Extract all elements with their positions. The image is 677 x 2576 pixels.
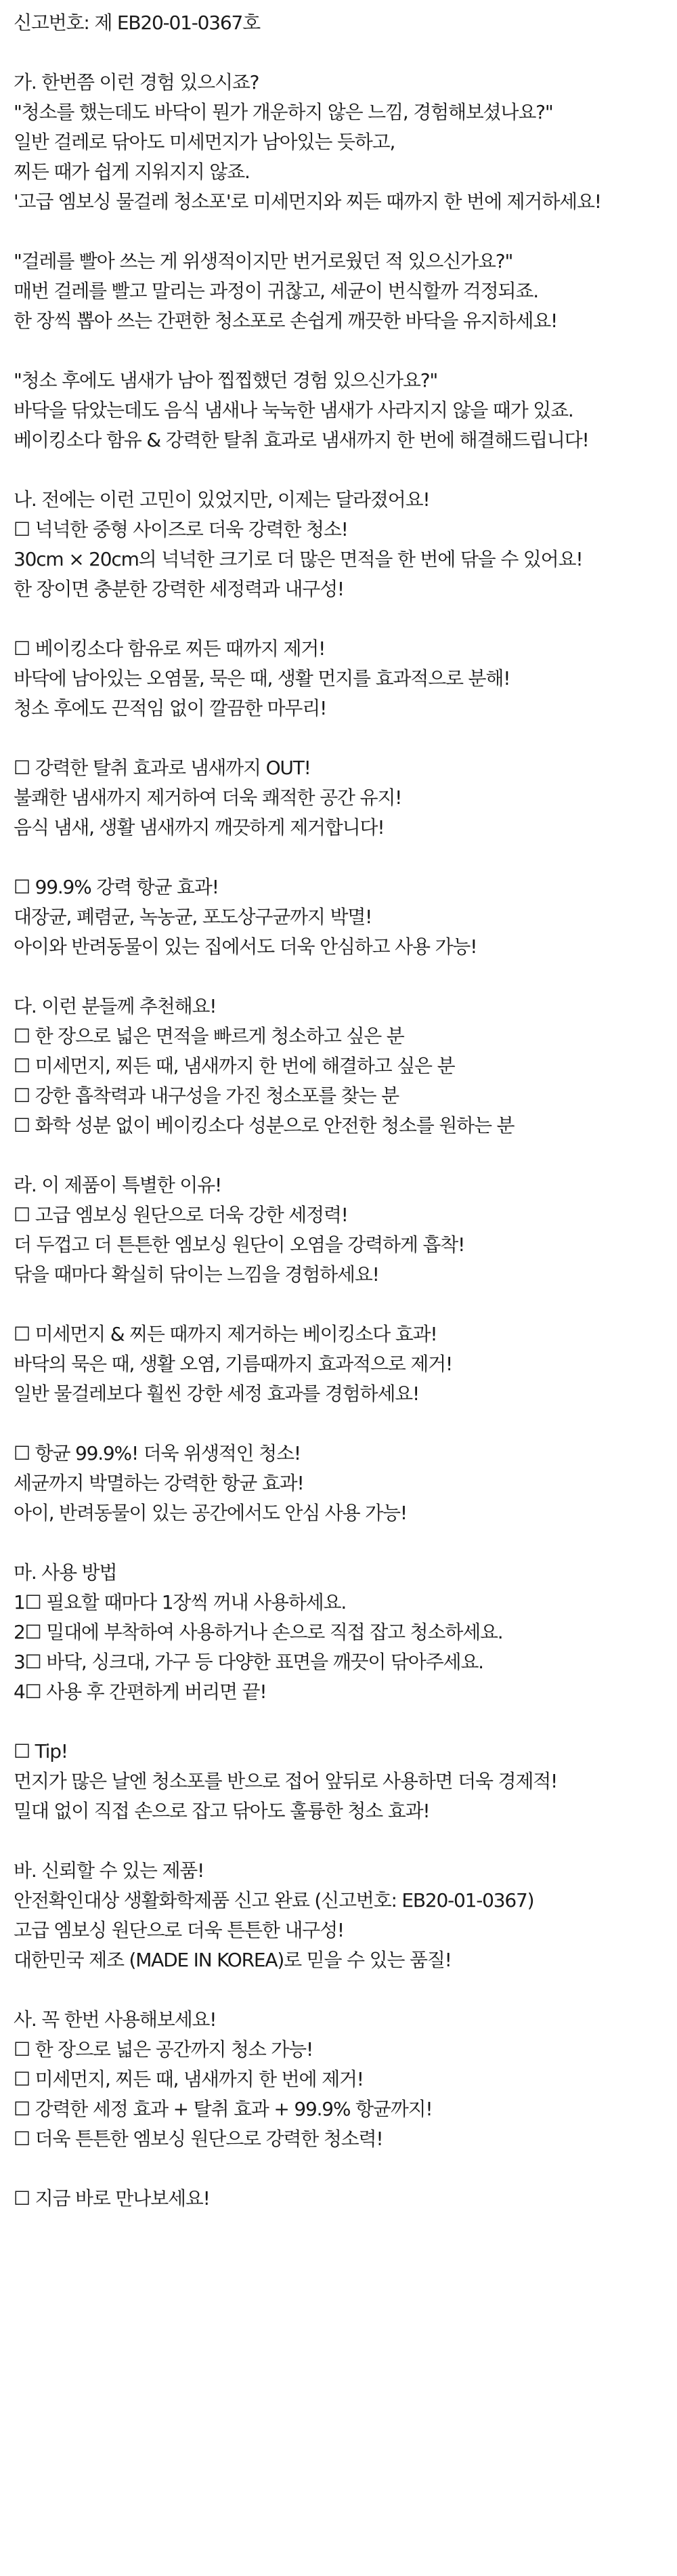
blank-line — [14, 1975, 677, 2005]
text-line: 바닥에 남아있는 오염물, 묵은 때, 생활 먼지를 효과적으로 분해! — [14, 667, 510, 690]
text-line: 대장균, 폐렴균, 녹농균, 포도상구균까지 박멸! — [14, 906, 372, 928]
text-line: 한 장이면 충분한 강력한 세정력과 내구성! — [14, 578, 344, 600]
text-line: "청소를 했는데도 바닥이 뭔가 개운하지 않은 느낌, 경험해보셨나요?" — [14, 101, 553, 123]
text-line: ☐ 미세먼지 & 찌든 때까지 제거하는 베이킹소다 효과! — [14, 1323, 437, 1345]
text-line: ☐ 강한 흡착력과 내구성을 가진 청소포를 찾는 분 — [14, 1084, 399, 1107]
text-line: ☐ 항균 99.9%! 더욱 위생적인 청소! — [14, 1442, 301, 1464]
text-line: ☐ 넉넉한 중형 사이즈로 더욱 강력한 청소! — [14, 518, 348, 541]
text-line: 2☐ 밀대에 부착하여 사용하거나 손으로 직접 잡고 청소하세요. — [14, 1621, 503, 1643]
text-line: ☐ 99.9% 강력 항균 효과! — [14, 876, 219, 898]
blank-line — [14, 217, 677, 247]
text-line: 3☐ 바닥, 싱크대, 가구 등 다양한 표면을 깨끗이 닦아주세요. — [14, 1651, 483, 1673]
text-line: 1☐ 필요할 때마다 1장씩 꺼내 사용하세요. — [14, 1591, 347, 1613]
text-line: 청소 후에도 끈적임 없이 깔끔한 마무리! — [14, 697, 327, 719]
text-line: 닦을 때마다 확실히 닦이는 느낌을 경험하세요! — [14, 1263, 379, 1286]
text-line: 찌든 때가 쉽게 지워지지 않죠. — [14, 161, 250, 183]
text-line: 먼지가 많은 날엔 청소포를 반으로 접어 앞뒤로 사용하면 더욱 경제적! — [14, 1770, 558, 1792]
text-line: 마. 사용 방법 — [14, 1561, 117, 1584]
text-line: 안전확인대상 생활화학제품 신고 완료 (신고번호: EB20-01-0367) — [14, 1889, 534, 1912]
text-line: 나. 전에는 이런 고민이 있었지만, 이제는 달라졌어요! — [14, 488, 430, 511]
blank-line — [14, 1528, 677, 1558]
text-line: ☐ 지금 바로 만나보세요! — [14, 2187, 210, 2210]
text-line: 밀대 없이 직접 손으로 잡고 닦아도 훌륭한 청소 효과! — [14, 1800, 430, 1822]
text-line: ☐ 베이킹소다 함유로 찌든 때까지 제거! — [14, 637, 326, 660]
text-line: "청소 후에도 냄새가 남아 찝찝했던 경험 있으신가요?" — [14, 369, 438, 392]
blank-line — [14, 336, 677, 366]
text-line: ☐ 미세먼지, 찌든 때, 냄새까지 한 번에 제거! — [14, 2068, 364, 2090]
text-line: 가. 한번쯤 이런 경험 있으시죠? — [14, 71, 259, 93]
text-line: 더 두껍고 더 튼튼한 엠보싱 원단이 오염을 강력하게 흡착! — [14, 1233, 465, 1256]
text-line: '고급 엠보싱 물걸레 청소포'로 미세먼지와 찌든 때까지 한 번에 제거하세요! — [14, 190, 601, 213]
text-line: ☐ Tip! — [14, 1740, 68, 1762]
text-line: 아이와 반려동물이 있는 집에서도 더욱 안심하고 사용 가능! — [14, 935, 477, 958]
text-line: ☐ 더욱 튼튼한 엠보싱 원단으로 강력한 청소력! — [14, 2128, 383, 2150]
text-line: 일반 물걸레보다 훨씬 강한 세정 효과를 경험하세요! — [14, 1382, 420, 1405]
blank-line — [14, 38, 677, 68]
text-line: 아이, 반려동물이 있는 공간에서도 안심 사용 가능! — [14, 1502, 407, 1524]
text-line: 불쾌한 냄새까지 제거하여 더욱 쾌적한 공간 유지! — [14, 786, 402, 809]
text-line: 사. 꼭 한번 사용해보세요! — [14, 2008, 217, 2031]
text-line: 세균까지 박멸하는 강력한 항균 효과! — [14, 1472, 304, 1494]
blank-line — [14, 455, 677, 485]
text-line: ☐ 화학 성분 없이 베이킹소다 성분으로 안전한 청소를 원하는 분 — [14, 1114, 515, 1137]
blank-line — [14, 2154, 677, 2184]
text-line: 대한민국 제조 (MADE IN KOREA)로 믿을 수 있는 품질! — [14, 1949, 452, 1971]
text-line: "걸레를 빨아 쓰는 게 위생적이지만 번거로웠던 적 있으신가요?" — [14, 250, 513, 272]
text-line: 4☐ 사용 후 간편하게 버리면 끝! — [14, 1681, 267, 1703]
text-line: 음식 냄새, 생활 냄새까지 깨끗하게 제거합니다! — [14, 816, 385, 839]
text-line: 한 장씩 뽑아 쓰는 간편한 청소포로 손쉽게 깨끗한 바닥을 유지하세요! — [14, 310, 558, 332]
text-line: 바닥의 묵은 때, 생활 오염, 기름때까지 효과적으로 제거! — [14, 1353, 452, 1375]
text-line: ☐ 강력한 세정 효과 + 탈취 효과 + 99.9% 항균까지! — [14, 2098, 433, 2120]
text-line: ☐ 미세먼지, 찌든 때, 냄새까지 한 번에 해결하고 싶은 분 — [14, 1055, 455, 1077]
text-line: 다. 이런 분들께 추천해요! — [14, 995, 217, 1017]
blank-line — [14, 604, 677, 634]
text-line: ☐ 한 장으로 넓은 면적을 빠르게 청소하고 싶은 분 — [14, 1025, 404, 1047]
text-line: 바닥을 닦았는데도 음식 냄새나 눅눅한 냄새가 사라지지 않을 때가 있죠. — [14, 399, 573, 421]
blank-line — [14, 843, 677, 872]
text-line: 고급 엠보싱 원단으로 더욱 튼튼한 내구성! — [14, 1919, 344, 1941]
blank-line — [14, 1141, 677, 1170]
text-line: 일반 걸레로 닦아도 미세먼지가 남아있는 듯하고, — [14, 131, 395, 153]
text-line: 바. 신뢰할 수 있는 제품! — [14, 1859, 204, 1882]
blank-line — [14, 1707, 677, 1737]
blank-line — [14, 962, 677, 992]
text-line: 매번 걸레를 빨고 말리는 과정이 귀찮고, 세균이 번식할까 걱정되죠. — [14, 280, 538, 302]
text-line: 신고번호: 제 EB20-01-0367호 — [14, 12, 260, 34]
blank-line — [14, 1826, 677, 1856]
text-line: 베이킹소다 함유 & 강력한 탈취 효과로 냄새까지 한 번에 해결해드립니다! — [14, 429, 589, 451]
text-line: ☐ 한 장으로 넓은 공간까지 청소 가능! — [14, 2038, 313, 2061]
text-line: 라. 이 제품이 특별한 이유! — [14, 1174, 222, 1196]
blank-line — [14, 1290, 677, 1319]
blank-line — [14, 1409, 677, 1439]
text-line: 30cm × 20cm의 넉넉한 크기로 더 많은 면적을 한 번에 닦을 수 있어요! — [14, 548, 583, 570]
text-line: ☐ 고급 엠보싱 원단으로 더욱 강한 세정력! — [14, 1204, 348, 1226]
blank-line — [14, 723, 677, 753]
text-line: ☐ 강력한 탈취 효과로 냄새까지 OUT! — [14, 757, 311, 779]
